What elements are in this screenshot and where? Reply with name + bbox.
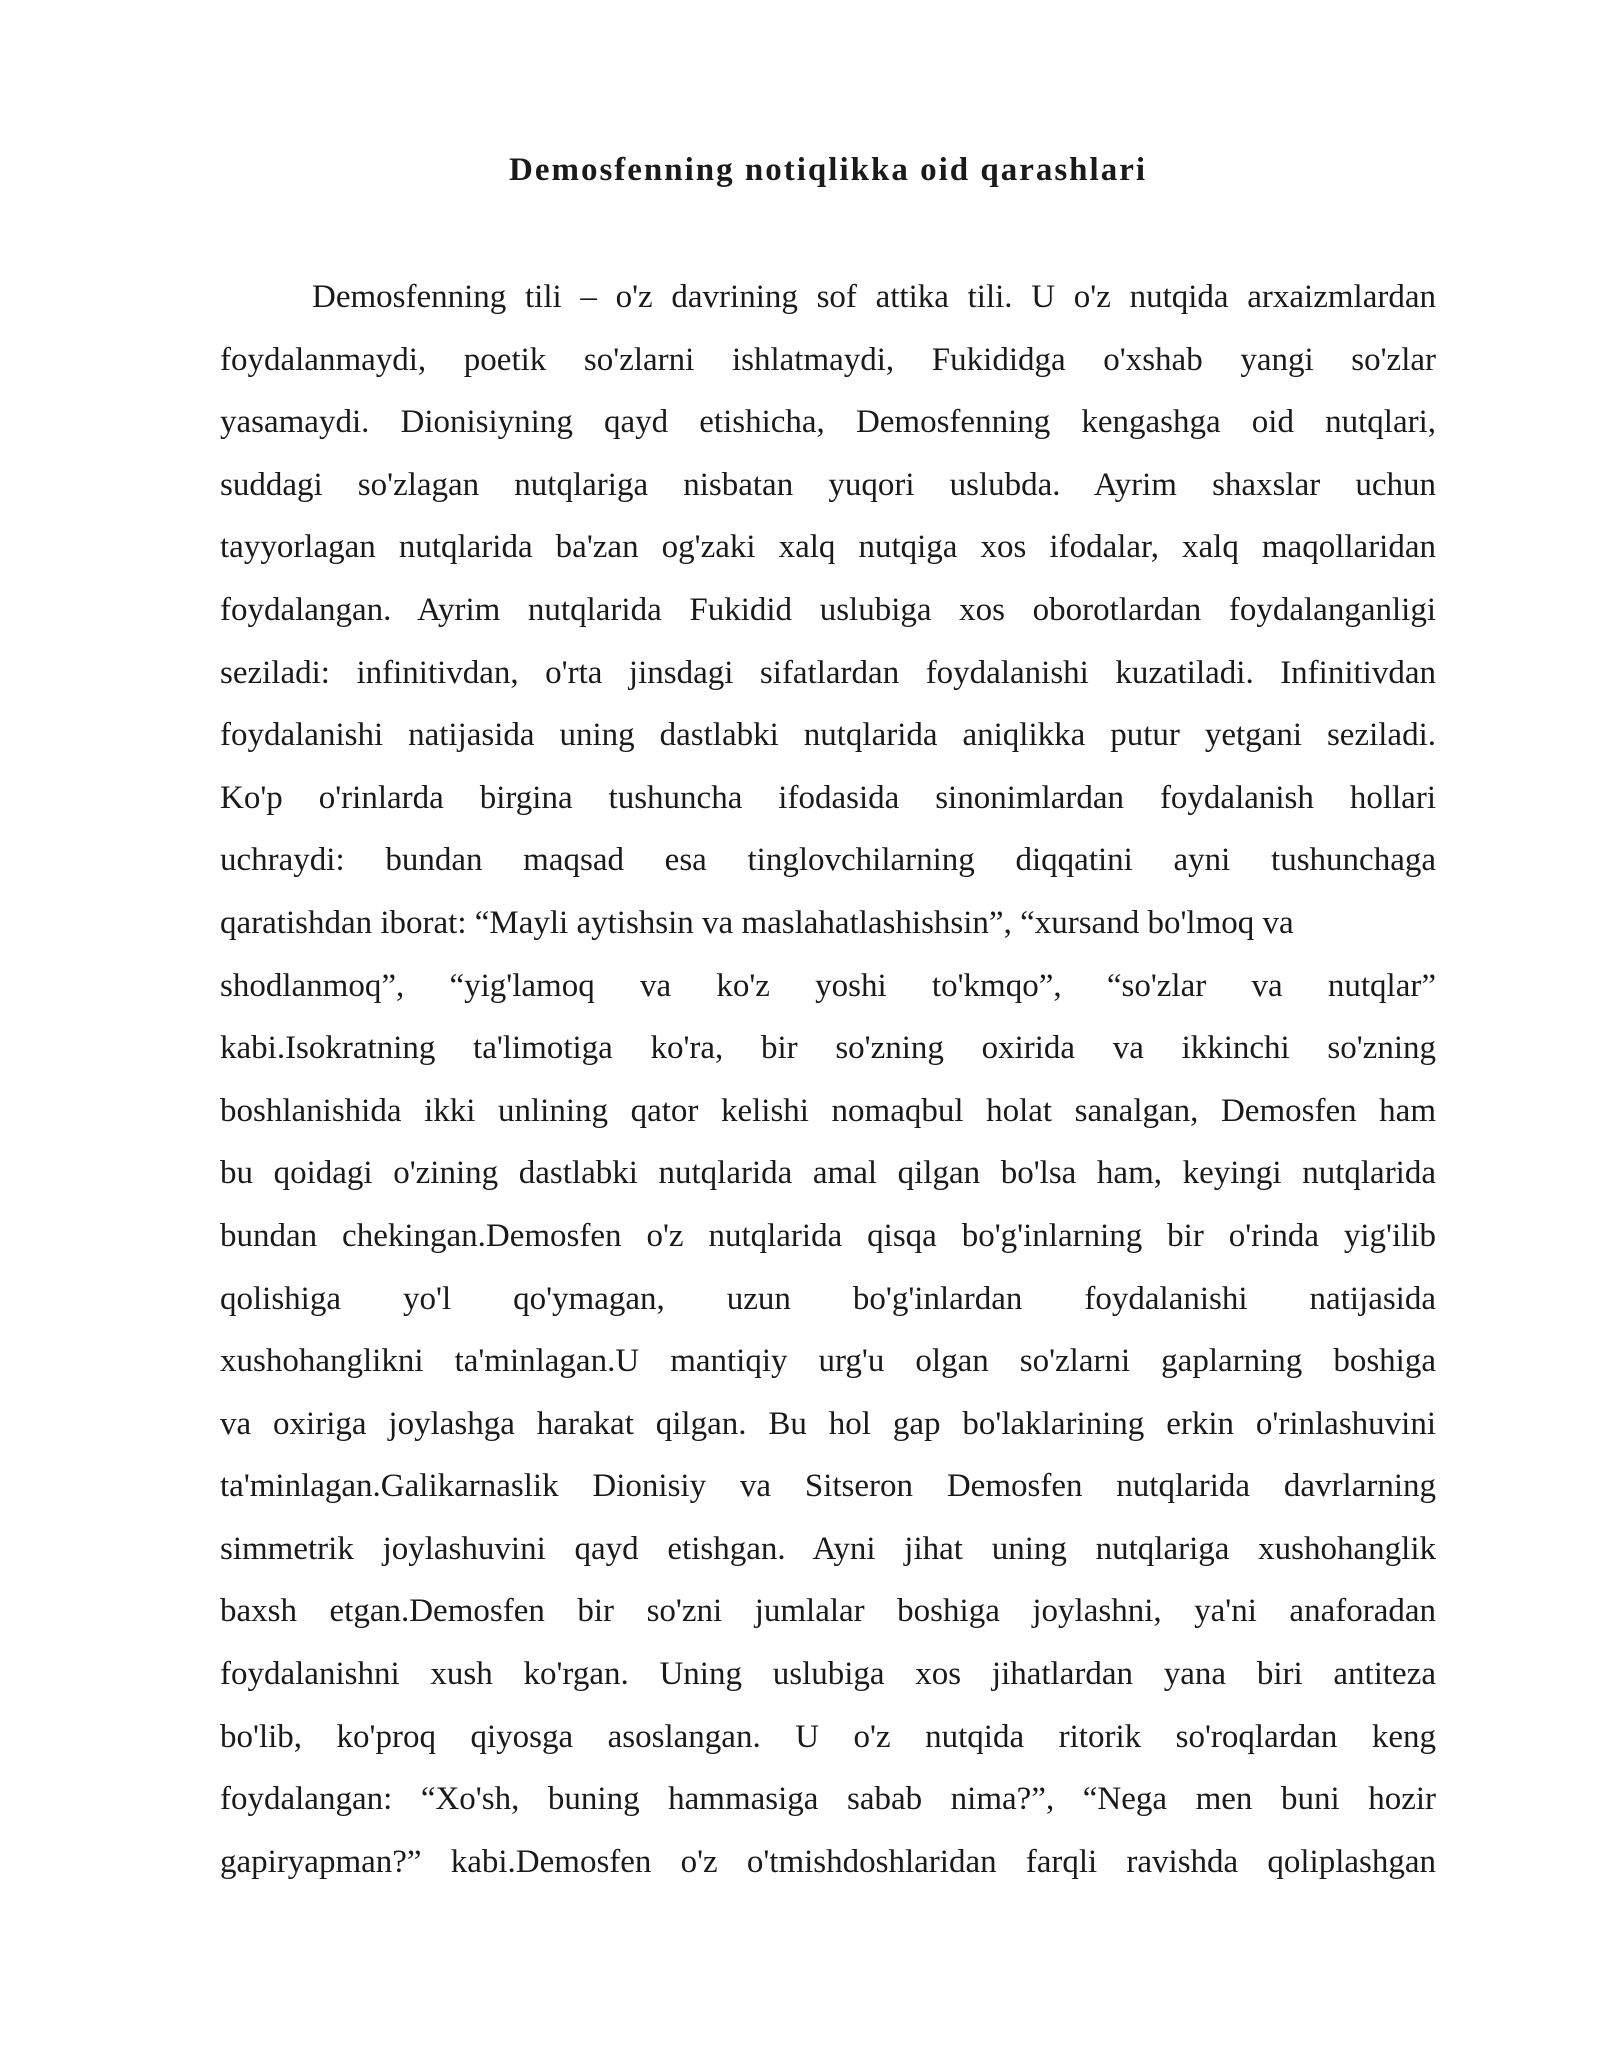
text-line: bu qoidagi o'zining dastlabki nutqlarida amal qilgan bo'lsa ham, keyingi nutqlarida [220, 1155, 1436, 1192]
text-line: bo'lib, ko'proq qiyosga asoslangan. U o'z nutqida ritorik so'roqlardan keng [220, 1718, 1436, 1755]
text-line: shodlanmoq”, “yig'lamoq va ko'z yoshi to'kmqo”, “so'zlar va nutqlar” [220, 967, 1436, 1004]
text-line: Ko'p o'rinlarda birgina tushuncha ifodasida sinonimlardan foydalanish hollari [220, 779, 1436, 816]
text-line: boshlanishida ikki unlining qator kelishi nomaqbul holat sanalgan, Demosfen ham [220, 1092, 1436, 1129]
text-line: va oxiriga joylashga harakat qilgan. Bu hol gap bo'laklarining erkin o'rinlashuvini [220, 1405, 1436, 1442]
text-line: qaratishdan iborat: “Mayli aytishsin va maslahatlashishsin”, “xursand bo'lmoq va [220, 904, 1294, 941]
text-line: foydalangan: “Xo'sh, buning hammasiga sabab nima?”, “Nega men buni hozir [220, 1781, 1436, 1818]
text-line: uchraydi: bundan maqsad esa tinglovchilarning diqqatini ayni tushunchaga [220, 842, 1436, 879]
text-line: suddagi so'zlagan nutqlariga nisbatan yuqori uslubda. Ayrim shaxslar uchun [220, 466, 1436, 503]
text-line: foydalanmaydi, poetik so'zlarni ishlatmaydi, Fukididga o'xshab yangi so'zlar [220, 341, 1436, 378]
text-line: foydalanishni xush ko'rgan. Uning uslubiga xos jihatlardan yana biri antiteza [220, 1656, 1436, 1693]
document-title: Demosfenning notiqlikka oid qarashlari [508, 152, 1148, 188]
text-line: gapiryapman?” kabi.Demosfen o'z o'tmishdoshlaridan farqli ravishda qoliplashgan [220, 1843, 1436, 1880]
text-line: foydalanishi natijasida uning dastlabki nutqlarida aniqlikka putur yetgani seziladi. [220, 717, 1436, 754]
text-line: qolishiga yo'l qo'ymagan, uzun bo'g'inlardan foydalanishi natijasida [220, 1280, 1436, 1317]
text-line: tayyorlagan nutqlarida ba'zan og'zaki xalq nutqiga xos ifodalar, xalq maqollaridan [220, 529, 1436, 566]
text-line: xushohanglikni ta'minlagan.U mantiqiy urg'u olgan so'zlarni gaplarning boshiga [220, 1343, 1436, 1380]
text-line: baxsh etgan.Demosfen bir so'zni jumlalar boshiga joylashni, ya'ni anaforadan [220, 1593, 1436, 1630]
text-line: yasamaydi. Dionisiyning qayd etishicha, Demosfenning kengashga oid nutqlari, [220, 404, 1436, 441]
text-line: simmetrik joylashuvini qayd etishgan. Ayni jihat uning nutqlariga xushohanglik [220, 1530, 1436, 1567]
text-line: foydalangan. Ayrim nutqlarida Fukidid uslubiga xos oborotlardan foydalanganligi [220, 591, 1436, 628]
text-line: kabi.Isokratning ta'limotiga ko'ra, bir so'zning oxirida va ikkinchi so'zning [220, 1030, 1436, 1067]
text-line: seziladi: infinitivdan, o'rta jinsdagi sifatlardan foydalanishi kuzatiladi. Infinitivdan [220, 654, 1436, 691]
text-line: ta'minlagan.Galikarnaslik Dionisiy va Sitseron Demosfen nutqlarida davrlarning [220, 1468, 1436, 1505]
text-line: bundan chekingan.Demosfen o'z nutqlarida qisqa bo'g'inlarning bir o'rinda yig'ilib [220, 1217, 1436, 1254]
text-line: Demosfenning tili – o'z davrining sof attika tili. U o'z nutqida arxaizmlardan [312, 279, 1436, 315]
body-paragraph [220, 266, 1436, 1893]
